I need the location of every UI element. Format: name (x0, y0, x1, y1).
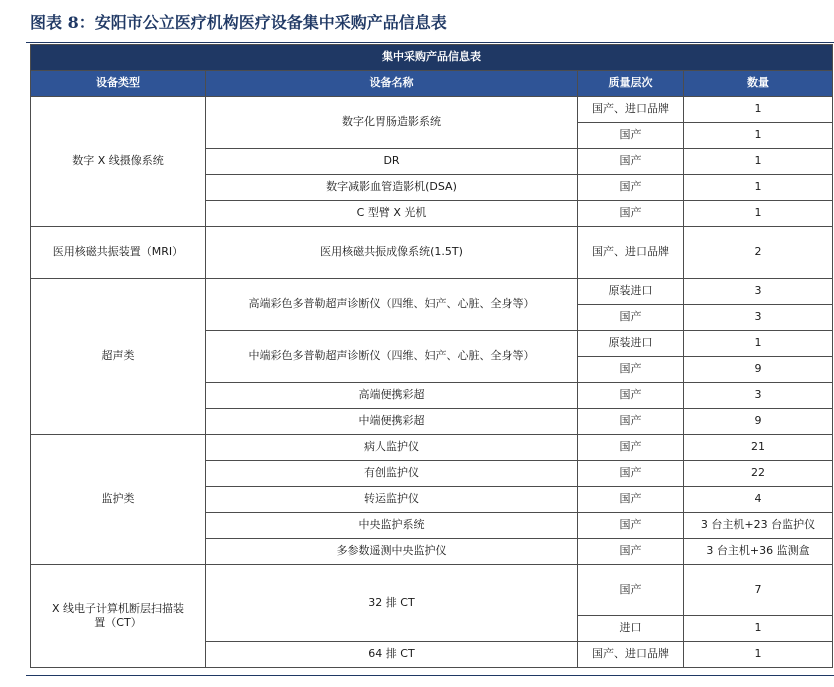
quality-level: 国产 (578, 149, 684, 175)
quality-level: 国产 (578, 305, 684, 331)
header-equipment-name: 设备名称 (206, 71, 578, 97)
figure-title: 图表 8：安阳市公立医疗机构医疗设备集中采购产品信息表 (30, 13, 447, 32)
category-ultrasound: 超声类 (31, 279, 206, 435)
quantity: 1 (684, 123, 833, 149)
equipment-name: 中央监护系统 (206, 513, 578, 539)
equipment-name: 有创监护仪 (206, 461, 578, 487)
category-xray: 数字 X 线摄像系统 (31, 97, 206, 227)
table-row (31, 97, 833, 123)
quality-level: 国产、进口品牌 (578, 227, 684, 279)
quantity: 3 (684, 383, 833, 409)
equipment-name: 高端便携彩超 (206, 383, 578, 409)
category-mri: 医用核磁共振装置（MRI） (31, 227, 206, 279)
quality-level: 原装进口 (578, 331, 684, 357)
table-caption: 集中采购产品信息表 (31, 45, 833, 71)
equipment-name: 中端便携彩超 (206, 409, 578, 435)
quality-level: 国产 (578, 357, 684, 383)
quality-level: 国产、进口品牌 (578, 642, 684, 668)
category-ct-line2: 置（CT） (94, 616, 142, 629)
quality-level: 国产 (578, 409, 684, 435)
equipment-name: C 型臂 X 光机 (206, 201, 578, 227)
equipment-name: 中端彩色多普勒超声诊断仪（四维、妇产、心脏、全身等） (206, 331, 578, 383)
quality-level: 国产 (578, 175, 684, 201)
title-rule (26, 42, 834, 43)
equipment-name: 64 排 CT (206, 642, 578, 668)
equipment-name: 数字减影血管造影机(DSA) (206, 175, 578, 201)
quality-level: 国产 (578, 487, 684, 513)
quantity: 3 台主机+23 台监护仪 (684, 513, 833, 539)
header-equipment-type: 设备类型 (31, 71, 206, 97)
quantity: 1 (684, 149, 833, 175)
equipment-name: 多参数遥测中央监护仪 (206, 539, 578, 565)
quantity: 21 (684, 435, 833, 461)
quantity: 1 (684, 201, 833, 227)
table-row (31, 279, 833, 305)
procurement-table (30, 44, 833, 668)
table-caption-row (31, 45, 833, 71)
equipment-name: 高端彩色多普勒超声诊断仪（四维、妇产、心脏、全身等） (206, 279, 578, 331)
quantity: 1 (684, 331, 833, 357)
quantity: 22 (684, 461, 833, 487)
quantity: 3 (684, 279, 833, 305)
header-quality-level: 质量层次 (578, 71, 684, 97)
equipment-name: 数字化胃肠造影系统 (206, 97, 578, 149)
table-row (31, 227, 833, 279)
quality-level: 国产 (578, 201, 684, 227)
equipment-name: 医用核磁共振成像系统(1.5T) (206, 227, 578, 279)
quantity: 3 台主机+36 监测盒 (684, 539, 833, 565)
header-quantity: 数量 (684, 71, 833, 97)
quantity: 9 (684, 409, 833, 435)
quality-level: 国产、进口品牌 (578, 97, 684, 123)
quality-level: 原装进口 (578, 279, 684, 305)
category-monitor: 监护类 (31, 435, 206, 565)
quality-level: 进口 (578, 616, 684, 642)
bottom-rule (26, 675, 834, 676)
quality-level: 国产 (578, 435, 684, 461)
equipment-name: DR (206, 149, 578, 175)
quantity: 3 (684, 305, 833, 331)
quantity: 7 (684, 565, 833, 616)
table-row (31, 565, 833, 616)
table-header-row (31, 71, 833, 97)
quality-level: 国产 (578, 565, 684, 616)
quality-level: 国产 (578, 539, 684, 565)
equipment-name: 32 排 CT (206, 565, 578, 642)
category-ct (31, 565, 206, 668)
quality-level: 国产 (578, 513, 684, 539)
quantity: 1 (684, 175, 833, 201)
equipment-name: 病人监护仪 (206, 435, 578, 461)
quality-level: 国产 (578, 123, 684, 149)
table-row (31, 435, 833, 461)
quantity: 9 (684, 357, 833, 383)
quality-level: 国产 (578, 383, 684, 409)
quantity: 2 (684, 227, 833, 279)
category-ct-line1: X 线电子计算机断层扫描装 (51, 601, 185, 615)
quantity: 1 (684, 642, 833, 668)
quantity: 4 (684, 487, 833, 513)
quality-level: 国产 (578, 461, 684, 487)
quantity: 1 (684, 616, 833, 642)
equipment-name: 转运监护仪 (206, 487, 578, 513)
quantity: 1 (684, 97, 833, 123)
